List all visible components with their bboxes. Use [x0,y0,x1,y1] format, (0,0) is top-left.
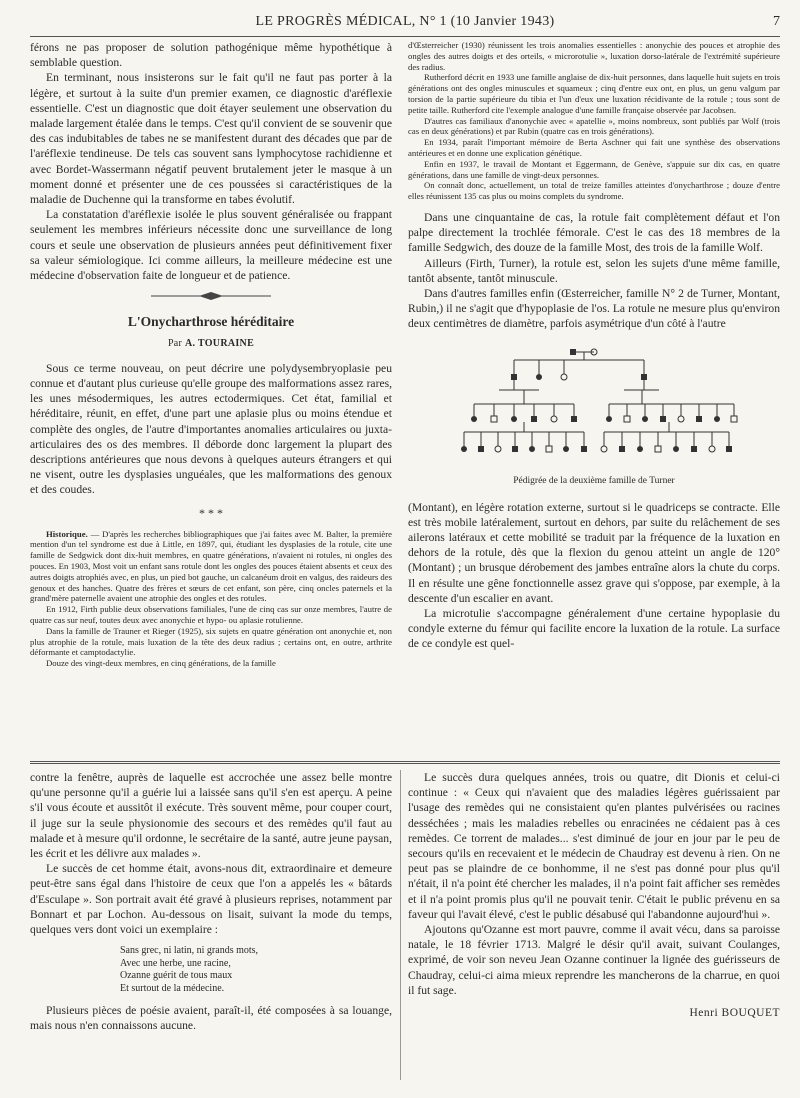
intro-paragraph: La constatation d'aréflexie isolée le plus souvent généralisée ou frappant seulement les membres inférieurs nécessite donc une surveillance de long cours et seule une observation de plusieurs années peut définitivement fixer sa valeur sémiologique. Ici comme ailleurs, la meilleure médecine est une médecine d'observation faite de longueur et de patience. [30,208,392,283]
historique-paragraph: En 1912, Firth publie deux observations familiales, l'une de cinq cas sur onze membres, l'autre de quatre cas sur neuf, toutes deux avec anonychie et hypo- ou aplasie rotulienne. [30,604,392,626]
body-paragraph: La microtulie s'accompagne généralement d'une certaine hypoplasie du condyle externe du fémur qui facilite encore la luxation de la rotule. La surface de ce condyle est quel- [408,607,780,651]
historique-block [30,529,392,669]
body-text-continued [408,500,780,652]
right-column-top [408,40,780,652]
journal-title: LE PROGRÈS MÉDICAL, N° 1 (10 Janvier 1943) [255,14,555,29]
section-stars: * * * [199,505,223,520]
body-paragraph: Dans d'autres familles enfin (Œsterreicher, famille N° 2 de Turner, Montant, Rubin,) il ne s'agit que d'hypoplasie de l'os. La rotule ne mesure plus qu'environ deux centimètres de diamètre, parfois asymétrique d'un côté à l'autre [408,286,780,331]
page-number: 7 [773,14,780,29]
poem-line: Et surtout de la médecine. [120,982,225,994]
intro-paragraph: En terminant, nous insisterons sur le fait qu'il ne faut pas porter à la légère, et surtout à la suite d'un premier examen, ce diagnostic d'aréflexie essentielle. C'est un diagnostic que doit étayer seulement une observation du malade largement étalée dans le temps. C'est qu'il convient de se souvenir que des cas indubitables de tabes ne se manifestent durant des décades que par de l'aréflexie tendineuse. De tels cas souvent sans lymphocytose rachidienne et avec Bordet-Wassermann négatif peuvent brutalement jeter le masque à un moment donné et présenter une de ces poussées si caractéristiques de la maladie de Duchenne qui la transforme en tabes évolutif. [30,71,392,207]
historique-continued [408,40,780,202]
column-divider [400,770,401,1080]
small-paragraph: d'Œsterreicher (1930) réunissent les trois anomalies essentielles : anonychie des pouces et atrophie des ongles des autres doigts et des orteils, « microrotulie », luxation dorso-latérale de l'extrémité supérieure des radius. [408,40,780,72]
article-title: L'Onycharthrose héréditaire [127,314,295,330]
body-paragraph: Ailleurs (Firth, Turner), la rotule est, selon les sujets d'une même famille, tantôt absente, tantôt minuscule. [408,256,780,285]
feuilleton-paragraph: Plusieurs pièces de poésie avaient, paraît-il, été composées à sa louange, mais nous n'en connaissons aucune. [30,1004,392,1033]
byline-author: A. TOURAINE [184,337,255,349]
page-header [30,0,780,37]
feuilleton-paragraph: Le succès de cet homme était, avons-nous dit, extraordinaire et demeure peut-être sans égal dans l'histoire de ceux que l'on a appelés les « bâtards d'Esculape ». Son portrait avait été gravé à plusieurs reprises, notamment par Bonnart et par Lochon. Au-dessous on lisait, suivant la mode du temps, quelques vers dont voici un exemplaire : [30,862,392,937]
pedigree-diagram [444,344,744,472]
figure-caption: Pédigrée de la deuxième famille de Turner [513,475,675,486]
poem [120,945,392,995]
right-column-bottom [408,770,780,1021]
historique-paragraph: Douze des vingt-deux membres, en cinq générations, de la famille [46,658,276,669]
body-paragraph: Dans une cinquantaine de cas, la rotule fait complètement défaut et l'on palpe directement la trochlée fémorale. C'est le cas des 18 membres de la famille Sedgwich, des douze de la famille Most, des trois de la famille Wolf. [408,210,780,255]
body-paragraph: (Montant), en légère rotation externe, surtout si le quadriceps se contracte. Elle est très mobile latéralement, surtout en dehors, par suite du relâchement de ses ailerons latéraux et cette mobilité se traduit par la fréquence de la luxation en dehors de la rotule, dès que la flexion du genou atteint un angle de 120° (Montant) ; un brusque dérobement des jambes entraîne alors la chute du corps. Il en résulte une gêne fonctionnelle assez grave qui s'oppose, par exemple, à la descente d'un escalier en avant. [408,500,780,605]
small-paragraph: Enfin en 1937, le travail de Montant et Eggermann, de Genève, s'appuie sur dix cas, en quatre générations, dans une famille de vingt-deux personnes. [408,158,780,180]
article-intro: Sous ce terme nouveau, on peut décrire une polydysembryoplasie peu connue et d'autant plus curieuse qu'elle groupe des malformations assez rares, les unes mésodermiques, les autres ectodermiques. Cet état, familial et héréditaire, réunit, en effet, d'une part une aplasie plus ou moins étendue et complète des ongles, de l'autre d'importantes anomalies articulaires ou juxta-articulaires des os des membres. Il déborde donc largement la plupart des descriptions antérieures que nous devons à quelques auteurs étrangers et qui ne visent, outre les dysplasies unguéales, que les malformations des genoux et des coudes. [30,361,392,497]
left-column-top [30,40,392,669]
small-paragraph: D'autres cas familiaux d'anonychie avec « apatellie », moins nombreux, sont publiés par Wolf (trois cas en deux générations) et par Rubin (quatre cas en trois générations). [408,115,780,137]
author-signature: Henri BOUQUET [689,1007,780,1020]
feuilleton-paragraph: Le succès dura quelques années, trois ou quatre, dit Dionis et celui-ci continue : « Ceux qui n'avaient que des maladies légères guérissaient par l'usage des remèdes qui ne consistaient qu'en plantes pulvérisées ou racines desséchées ; mais les maladies rebelles ou enracinées ne cédaient pas à ces remèdes. Ce torrent de malades... s'est diminué de jour en jour par le peu de secours qu'ils en recevaient et le médecin de Chaudray est devenu à rien. On ne peut pas se plaindre de ce bonhomme, il ne s'est pas donné pour plus qu'il n'était, il n'a point été chercher les malades, il n'a point fait afficher ses remèdes et il n'a point promis plus qu'il ne pouvait tenir. C'était le public prévenu en sa faveur qui l'avait élevé, c'est le public désabusé qui l'abandonne aujourd'hui ». [408,771,780,921]
left-column-bottom [30,770,392,1034]
historique-paragraph: Dans la famille de Trauner et Rieger (1925), six sujets en quatre génération ont anonychie et, non plus atrophie de la rotule, mais luxation de la tête des deux radius ; certains ont, en outre, arthrite déformante et camptodactylie. [30,625,392,658]
poem-line: Sans grec, ni latin, ni grands mots, [120,945,259,957]
small-paragraph: Rutherford décrit en 1933 une famille anglaise de dix-huit personnes, dans laquelle huit sujets en trois générations ont des ongles minuscules et squameux ; cinq d'entre eux ont, en plus, un genu valgum par torsion de la partie supérieure du tibia et l'un d'eux une luxation récidivante de la rotule ; tous sont de petite taille. Rutherford cite l'exemple analogue d'une famille française observée par Jacobsen. [408,72,780,115]
byline [30,336,392,351]
feuilleton-paragraph: Ajoutons qu'Ozanne est mort pauvre, comme il avait vécu, dans sa paroisse natale, le 18 février 1713. Malgré le désir qu'il avait, suivant Coulanges, exprimé, de voir son neveu Jean Ozanne continuer la lignée des guérisseurs de Chaudray, celui-ci aima mieux reprendre les mancherons de la charrue, en quoi il fut sage. [408,923,780,997]
small-paragraph: En 1934, paraît l'important mémoire de Berta Aschner qui fait une synthèse des observations antérieures et en donne une explication génétique. [408,137,780,158]
section-divider [30,761,780,764]
small-paragraph: On connaît donc, actuellement, un total de treize familles atteintes d'onycharthrose ; douze d'entre elles réunissent 135 cas plus ou moins complets du syndrome. [408,180,780,202]
byline-prefix: Par [167,337,183,349]
body-text [408,210,780,332]
intro-paragraph: férons ne pas proposer de solution pathogénique même hypothétique à semblable question. [30,41,392,70]
historique-text: — D'après les recherches bibliographiques que j'ai faites avec M. Balter, la première mention d'un tel syndrome est due à Little, en 1897, qui, étudiant les dysplasies de la rotule, cite une famille de Sedgwick dont dix-huit membres, en quatre générations, n'avaient ni rotules, ni ongles des pouces. En 1903, Most voit un enfant sans rotule dont les ongles des pouces étaient absents et ceux des autres doigts atrophiés avec, en plus, un pied bot gauche, un calcanéum droit en valgus, des raideurs des genoux et des hanches. Quatre des frères et sœurs de cet enfant, son père, cinq oncles paternels et la grand'mère paternelle avaient une atrophie des ongles et des rotules. [30,528,392,604]
poem-line: Avec une herbe, une racine, [120,957,231,969]
feuilleton-paragraph: contre la fenêtre, auprès de laquelle est accrochée une assez belle montre qu'une personne qu'il a guérie lui a laissée sans qu'il s'en est aperçu. A peine s'il vous écoute et aussitôt il exécute. Très souvent même, pour couper court, il juge sur la seule physionomie des secours et des remèdes qu'il faut au malade et à mesure qu'il ordonne, le secrétaire de la santé, autre jeune paysan, les écrit et les délivre aux malades ». [30,771,392,861]
poem-line: Ozanne guérit de tous maux [120,970,233,982]
historique-heading: Historique. [46,528,88,539]
ornament-divider [30,289,392,304]
